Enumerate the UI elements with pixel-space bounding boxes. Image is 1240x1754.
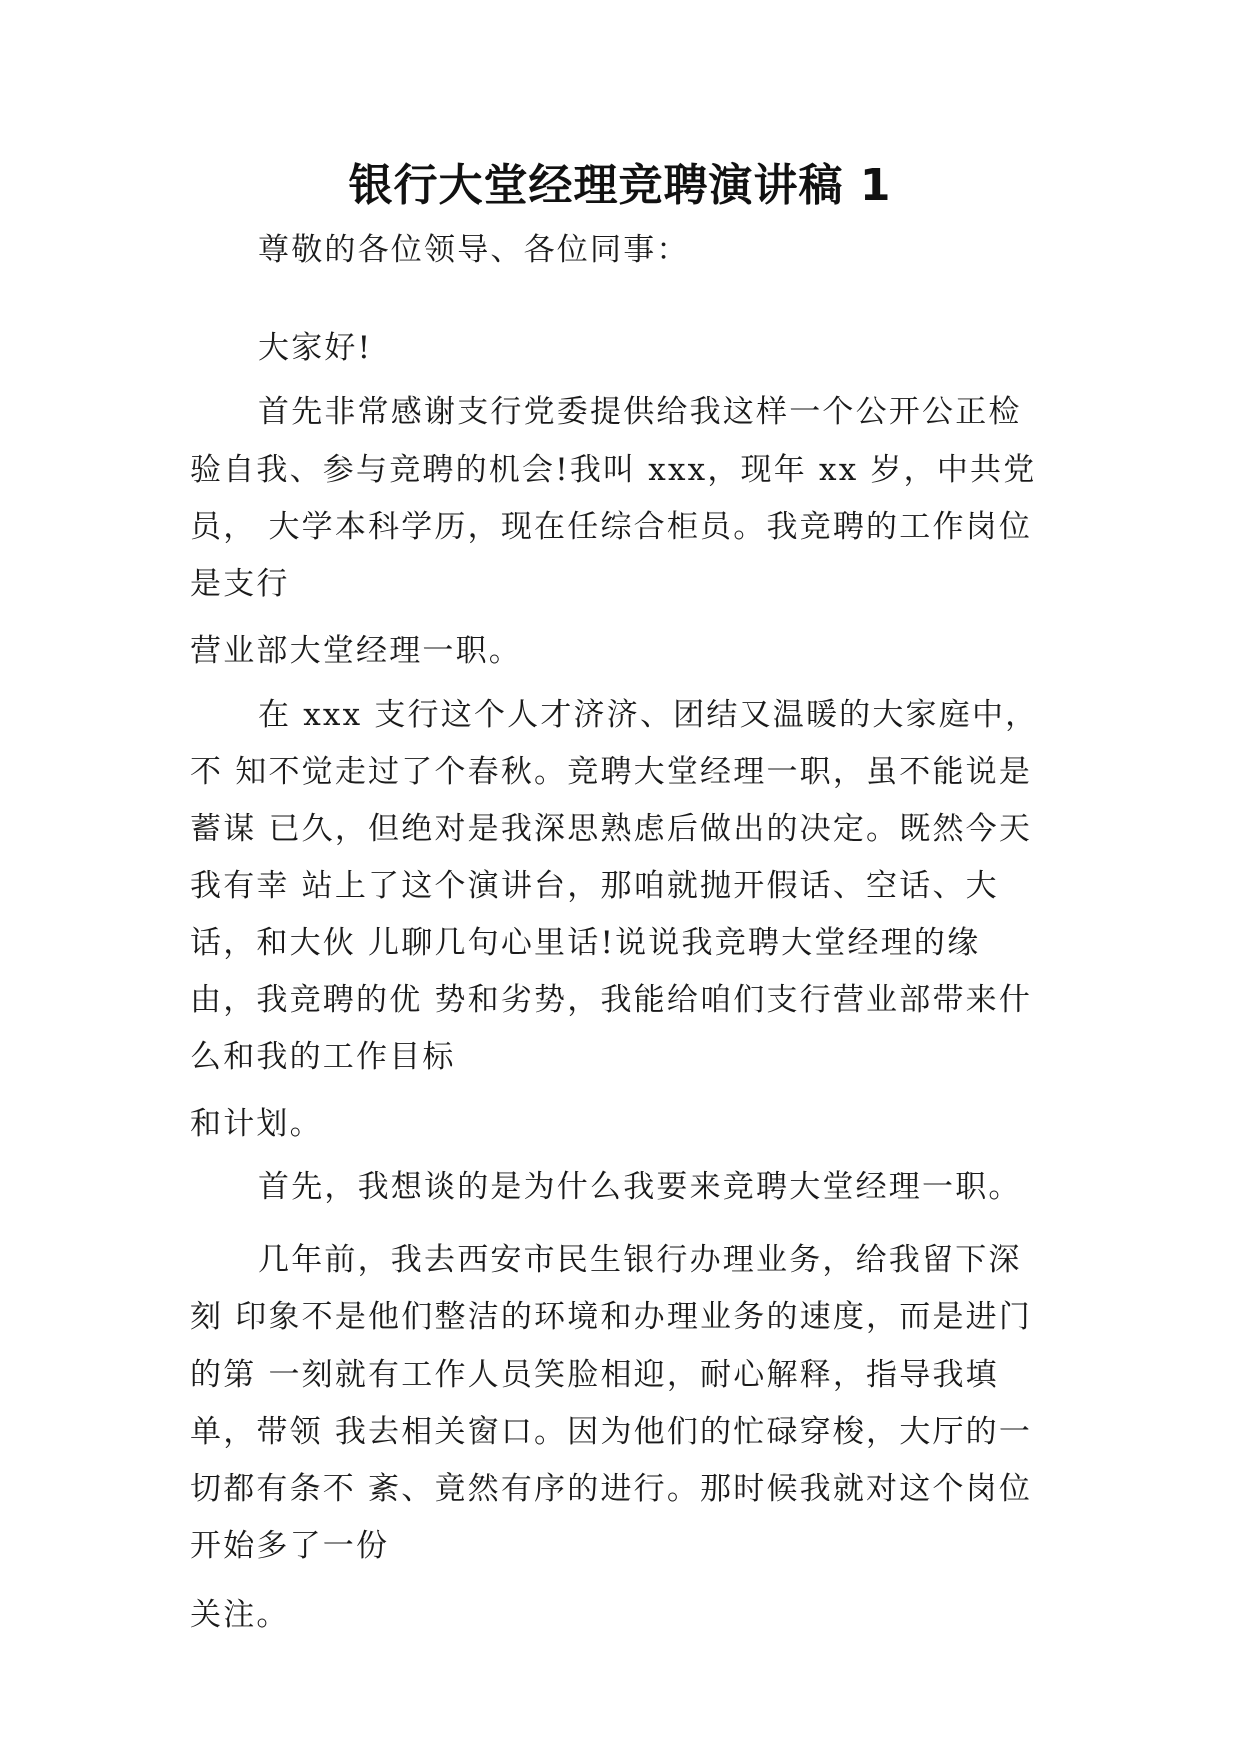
- paragraph-line: 营业部大堂经理一职。: [190, 633, 522, 669]
- paragraph-line: 刻 印象不是他们整洁的环境和办理业务的速度，而是进门: [190, 1299, 1033, 1335]
- paragraph-line: 么和我的工作目标: [190, 1039, 456, 1075]
- paragraph-line: 我有幸 站上了这个演讲台，那咱就抛开假话、空话、大: [190, 868, 999, 904]
- paragraph-line: 由，我竞聘的优 势和劣势，我能给咱们支行营业部带来什: [190, 982, 1033, 1018]
- paragraph-line: 是支行: [190, 566, 290, 602]
- paragraph-line: 首先，我想谈的是为什么我要来竞聘大堂经理一职。: [258, 1169, 1022, 1205]
- paragraph-line: 和计划。: [190, 1106, 323, 1142]
- paragraph-line: 话，和大伙 儿聊几句心里话!说说我竞聘大堂经理的缘: [190, 925, 981, 961]
- paragraph-line: 验自我、参与竞聘的机会!我叫 xxx，现年 xx 岁，中共党: [190, 452, 1037, 488]
- paragraph-line: 关注。: [190, 1597, 290, 1633]
- paragraph-line: 切都有条不 紊、竟然有序的进行。那时候我就对这个岗位: [190, 1471, 1033, 1507]
- paragraph-line: 单，带领 我去相关窗口。因为他们的忙碌穿梭，大厅的一: [190, 1414, 1033, 1450]
- paragraph-line: 在 xxx 支行这个人才济济、团结又温暖的大家庭中，: [258, 697, 1039, 733]
- salutation-line: 尊敬的各位领导、各位同事：: [258, 232, 690, 268]
- paragraph-line: 蓄谋 已久，但绝对是我深思熟虑后做出的决定。既然今天: [190, 811, 1033, 847]
- paragraph-line: 几年前，我去西安市民生银行办理业务，给我留下深: [258, 1242, 1022, 1278]
- paragraph-line: 员， 大学本科学历，现在任综合柜员。我竞聘的工作岗位: [190, 509, 1033, 545]
- greeting-line: 大家好!: [258, 330, 373, 366]
- document-title: 银行大堂经理竞聘演讲稿 1: [348, 160, 892, 211]
- paragraph-line: 首先非常感谢支行党委提供给我这样一个公开公正检: [258, 394, 1022, 430]
- paragraph-line: 开始多了一份: [190, 1528, 390, 1564]
- paragraph-line: 的第 一刻就有工作人员笑脸相迎，耐心解释，指导我填: [190, 1357, 999, 1393]
- paragraph-line: 不 知不觉走过了个春秋。竞聘大堂经理一职，虽不能说是: [190, 754, 1033, 790]
